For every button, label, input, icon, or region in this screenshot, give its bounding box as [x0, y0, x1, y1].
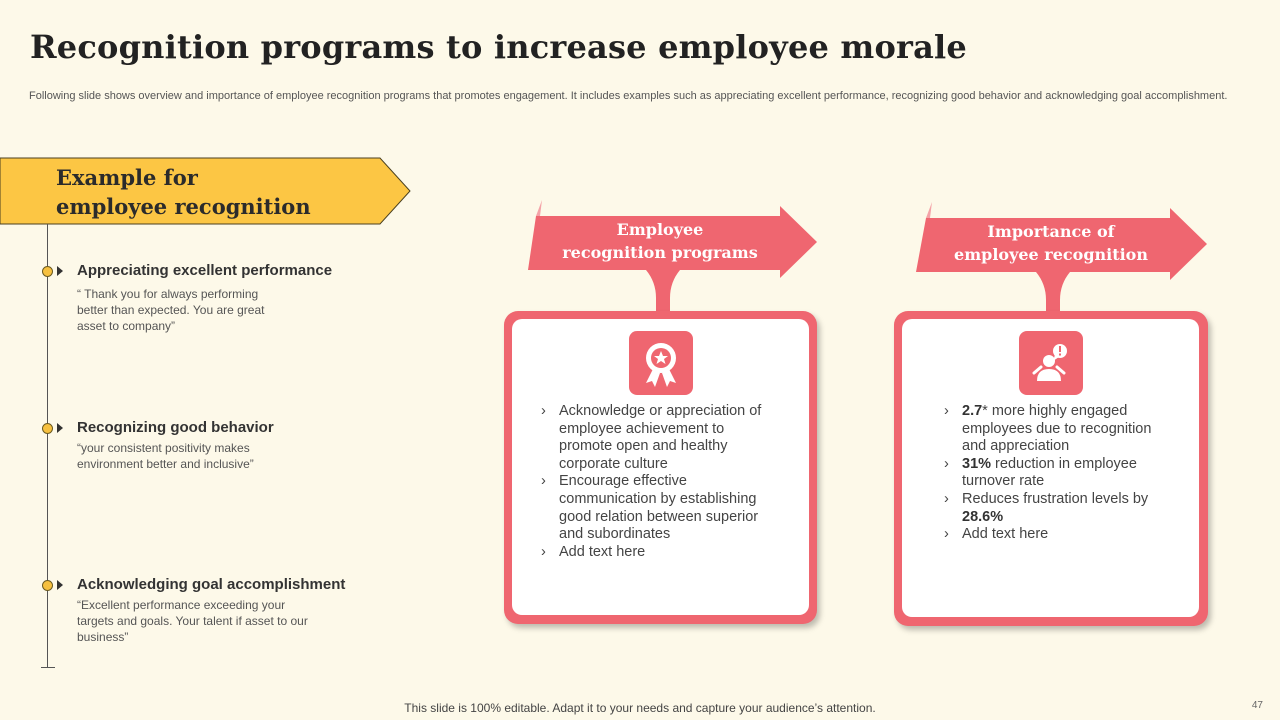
page-subtitle: Following slide shows overview and importance of employee recognition programs that promotes engagement. It includes examples such as appreciating excellent performance, recognizing good behavior and acknowledging goal accomplishment.	[29, 90, 1228, 102]
caret-right-icon	[57, 423, 63, 433]
card-2-bullet-2: › 31% reduction in employee turnover rate	[942, 456, 1162, 491]
timeline-node-3	[42, 580, 53, 591]
footer-note: This slide is 100% editable. Adapt it to your needs and capture your audience’s attention.	[404, 701, 876, 715]
timeline-heading-3: Acknowledging goal accomplishment	[77, 576, 346, 593]
card-2-bullets	[942, 403, 1162, 544]
award-badge-icon	[629, 331, 693, 395]
card-2-bullet-4: › Add text here	[942, 526, 1162, 544]
card-2-bullet-1: › 2.7* more highly engaged employees due to recognition and appreciation	[942, 403, 1162, 456]
card-2-header	[936, 220, 1166, 266]
card-1-bullet-2: › Encourage effective communication by establishing good relation between superior and subordinates	[539, 473, 779, 543]
card-1-bullet-1: › Acknowledge or appreciation of employee achievement to promote open and healthy corporate culture	[539, 403, 779, 473]
card-2-header-line-1: Importance of	[987, 222, 1115, 241]
timeline-quote-2: “your consistent positivity makes environment better and inclusive”	[77, 441, 254, 471]
timeline-heading-1: Appreciating excellent performance	[77, 262, 333, 279]
timeline-node-2	[42, 423, 53, 434]
caret-right-icon	[57, 266, 63, 276]
caret-right-icon	[57, 580, 63, 590]
timeline-heading-2: Recognizing good behavior	[77, 419, 274, 436]
card-1-bullets	[539, 403, 779, 561]
banner-line-2: employee recognition	[56, 194, 311, 219]
page-number: 47	[1251, 700, 1263, 711]
card-1-header-line-2: recognition programs	[562, 243, 758, 262]
card-2-header-line-2: employee recognition	[954, 245, 1148, 264]
card-1-icon-box	[629, 331, 693, 395]
timeline-line	[47, 224, 48, 668]
timeline-quote-1: “ Thank you for always performing better than expected. You are great asset to company”	[77, 287, 265, 333]
card-2-icon-box	[1019, 331, 1083, 395]
page-title: Recognition programs to increase employee morale	[30, 28, 967, 66]
timeline-quote-3: “Excellent performance exceeding your targets and goals. Your talent if asset to our business”	[77, 598, 308, 644]
card-1-header	[545, 218, 775, 264]
card-1-bullet-3: › Add text here	[539, 544, 779, 562]
timeline-node-1	[42, 266, 53, 277]
timeline-end-tick	[41, 667, 55, 668]
banner-line-1: Example for	[56, 165, 198, 190]
person-speech-icon	[1019, 331, 1083, 395]
card-1-header-line-1: Employee	[616, 220, 704, 239]
card-2-bullet-3: › Reduces frustration levels by 28.6%	[942, 491, 1162, 526]
banner-title	[56, 163, 376, 221]
